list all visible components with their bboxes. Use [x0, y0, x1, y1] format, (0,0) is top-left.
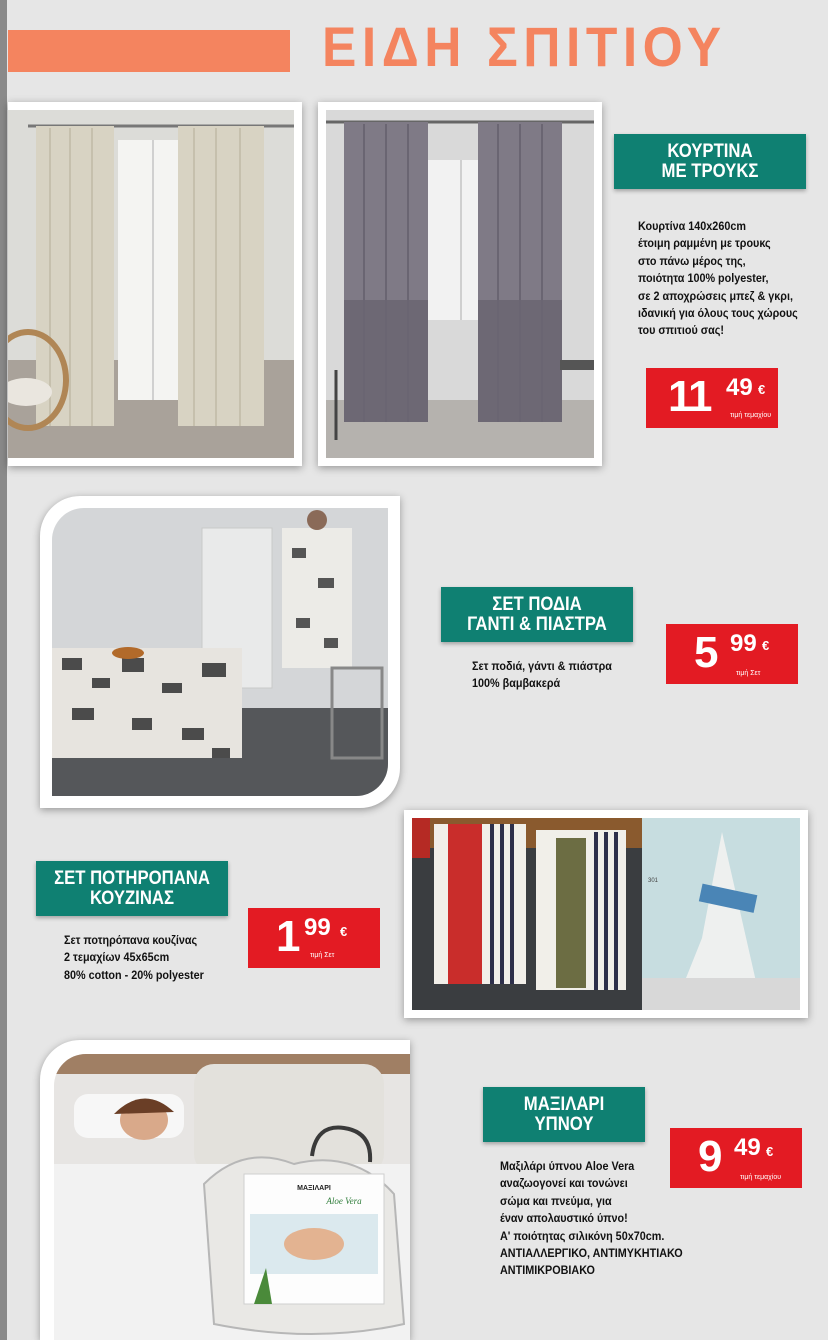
tea-towels-description: [64, 932, 204, 984]
curtain-grey-photo: [318, 102, 602, 466]
price-decimal: 99: [730, 630, 757, 657]
price-note: τιμή τεμαχίου: [730, 412, 772, 419]
price-currency: €: [758, 382, 766, 397]
price-note: τιμή τεμαχίου: [740, 1174, 782, 1181]
price-currency: €: [762, 638, 770, 653]
price-note: τιμή Σετ: [736, 670, 761, 677]
price-currency: €: [340, 924, 348, 939]
curtain-beige-image: [8, 110, 294, 458]
pillow-title-line2: ΥΠΝΟΥ: [534, 1113, 594, 1135]
tea-towels-title-label: [36, 861, 228, 916]
price-currency: €: [766, 1144, 774, 1159]
pillow-package-brand: ΜΑΞΙΛΑΡΙ: [297, 1185, 331, 1192]
pillow-desc-line: σώμα και πνεύμα, για: [500, 1193, 612, 1208]
pillow-desc-line: ΑΝΤΙΑΛΛΕΡΓΙΚΟ, ΑΝΤΙΜΥΚΗΤΙΑΚΟ: [500, 1245, 683, 1260]
curtain-desc-line: σε 2 αποχρώσεις μπεζ & γκρι,: [638, 288, 793, 303]
pillow-desc-line: ΑΝΤΙΜΙΚΡΟΒΙΑΚΟ: [500, 1263, 595, 1278]
pillow-description: [500, 1158, 683, 1280]
pillow-price-badge: [670, 1128, 802, 1188]
apron-set-photo: [40, 496, 400, 808]
apron-set-title-label: [441, 587, 633, 642]
price-decimal: 99: [304, 914, 331, 941]
curtain-title-line1: ΚΟΥΡΤΙΝΑ: [667, 140, 753, 162]
pillow-desc-line: αναζωογονεί και τονώνει: [500, 1176, 628, 1191]
tea-towels-photo: [404, 810, 808, 1018]
apron-title-line1: ΣΕΤ ΠΟΔΙΑ: [492, 593, 582, 615]
apron-set-price-badge: [666, 624, 798, 684]
pillow-desc-line: έναν απολαυστικό ύπνο!: [500, 1211, 628, 1226]
curtain-desc-line: Κουρτίνα 140x260cm: [638, 219, 746, 233]
price-decimal: 49: [726, 374, 753, 401]
apron-desc-line: 100% βαμβακερά: [472, 676, 561, 691]
pillow-image: [54, 1054, 410, 1340]
price-decimal: 49: [734, 1134, 761, 1161]
pillow-desc-line: Μαξιλάρι ύπνου Aloe Vera: [500, 1159, 635, 1173]
towel-tag-number: 301: [648, 878, 659, 884]
tea-towels-price-badge: [248, 908, 380, 968]
towels-desc-line: Σετ ποτηρόπανα κουζίνας: [64, 933, 198, 947]
curtain-desc-line: ιδανική για όλους τους χώρους: [638, 305, 798, 320]
curtain-desc-line: στο πάνω μέρος της,: [638, 253, 746, 268]
price-integer: 11: [668, 372, 711, 421]
price-integer: 5: [694, 628, 717, 677]
curtain-desc-line: έτοιμη ραμμένη με τρουκς: [638, 236, 771, 251]
apron-desc-line: Σετ ποδιά, γάντι & πιάστρα: [472, 659, 612, 673]
price-integer: 1: [276, 912, 299, 961]
curtain-title-label: [614, 134, 806, 189]
curtain-price-badge: [646, 368, 778, 428]
page-left-edge: [0, 0, 7, 1340]
header-accent-bar: [8, 30, 290, 72]
apron-set-description: [472, 658, 612, 693]
curtain-grey-image: [326, 110, 594, 458]
towels-desc-line: 2 τεμαχίων 45x65cm: [64, 950, 170, 965]
price-note: τιμή Σετ: [310, 952, 335, 959]
pillow-package-aloe: Aloe Vera: [326, 1196, 362, 1206]
apron-set-image: [52, 508, 388, 796]
apron-title-line2: ΓΑΝΤΙ & ΠΙΑΣΤΡΑ: [467, 613, 607, 635]
price-integer: 9: [698, 1132, 721, 1181]
curtain-title-line2: ΜΕ ΤΡΟΥΚΣ: [661, 160, 759, 182]
towels-title-line1: ΣΕΤ ΠΟΤΗΡΟΠΑΝΑ: [54, 867, 210, 889]
curtain-desc-line: του σπιτιού σας!: [638, 323, 725, 338]
towels-desc-line: 80% cotton - 20% polyester: [64, 967, 204, 982]
curtain-beige-photo: [8, 102, 302, 466]
curtain-desc-line: ποιότητα 100% polyester,: [638, 271, 769, 286]
pillow-title-label: [483, 1087, 645, 1142]
towels-title-line2: ΚΟΥΖΙΝΑΣ: [89, 887, 175, 909]
tea-towels-image: [412, 818, 800, 1010]
pillow-title-line1: ΜΑΞΙΛΑΡΙ: [523, 1093, 605, 1115]
curtain-description: [638, 218, 798, 340]
pillow-photo: [40, 1040, 410, 1340]
pillow-desc-line: Α' ποιότητας σιλικόνη 50x70cm.: [500, 1228, 665, 1243]
page-title: ΕΙΔΗ ΣΠΙΤΙΟΥ: [322, 15, 727, 78]
